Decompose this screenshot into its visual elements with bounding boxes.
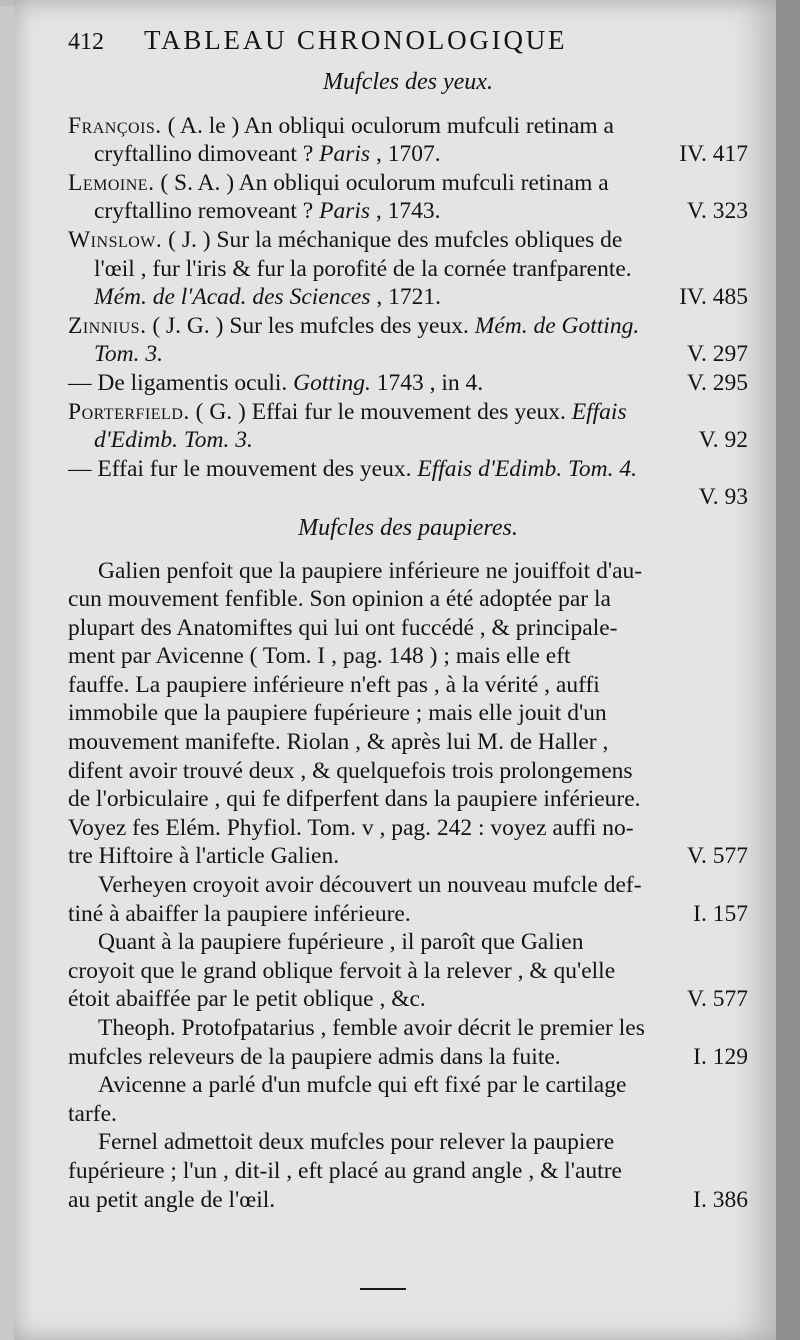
italic-citation: Tom. 3.	[94, 341, 164, 368]
italic-citation: Mém. de Gotting.	[474, 312, 640, 339]
page-content	[68, 26, 748, 1214]
line-text: au petit angle de l'œil.	[68, 1186, 276, 1213]
line-text: mufcles releveurs de la paupiere admis dans la fuite.	[68, 1043, 561, 1070]
volume-reference: V. 295	[687, 369, 748, 396]
citation-tail: , 1721.	[370, 284, 441, 311]
paragraph-line	[68, 1043, 748, 1072]
paragraph	[68, 557, 748, 872]
entry-text	[94, 255, 632, 284]
italic-citation: Gotting.	[293, 369, 371, 396]
paragraph-line	[68, 814, 748, 843]
eyelid-muscles-paragraphs	[68, 557, 748, 1215]
line-text: Galien penfoit que la paupiere inférieure ne jouiffoit d'au-	[98, 557, 643, 584]
entry-text	[94, 340, 163, 369]
paragraph-line	[68, 642, 748, 671]
bibliography-entry	[68, 398, 748, 455]
italic-citation: Mém. de l'Acad. des Sciences	[94, 284, 371, 311]
bibliography-entry	[68, 169, 748, 226]
entry-text	[68, 169, 609, 198]
line-text: Quant à la paupiere fupérieure , il paroît que Galien	[98, 929, 584, 956]
author-name: Zinnius.	[68, 312, 147, 339]
entry-line	[68, 283, 748, 312]
paragraph	[68, 871, 748, 928]
paragraph-line	[68, 871, 748, 900]
paragraph	[68, 1128, 748, 1214]
italic-citation: Paris	[319, 141, 371, 168]
citation-text: De ligamentis oculi.	[97, 369, 294, 396]
author-name: Winslow.	[68, 226, 163, 253]
eye-muscles-entries	[68, 112, 748, 512]
entry-text	[68, 112, 614, 141]
page-number: 412	[68, 29, 104, 55]
entry-text	[68, 312, 639, 341]
paragraph	[68, 1071, 748, 1128]
entry-text	[94, 283, 441, 312]
paragraph-line	[68, 728, 748, 757]
entry-text	[94, 197, 441, 226]
paragraph-line	[68, 557, 748, 586]
volume-reference: V. 297	[687, 341, 748, 368]
line-text: Theoph. Protofpatarius , femble avoir décrit le premier les	[98, 1015, 645, 1041]
volume-reference: V. 323	[687, 198, 748, 225]
paragraph	[68, 928, 748, 1014]
paragraph-line	[68, 757, 748, 786]
entry-line	[68, 169, 748, 198]
citation-text: Effai fur le mouvement des yeux.	[97, 455, 418, 482]
author-name: Lemoine.	[68, 169, 155, 196]
line-text: de l'orbiculaire , qui fe difperfent dans la paupiere inférieure.	[68, 786, 641, 813]
volume-reference: V. 93	[698, 484, 748, 511]
line-text: immobile que la paupiere fupérieure ; mais elle jouit d'un	[68, 700, 607, 727]
paragraph-line	[68, 957, 748, 986]
volume-reference: V. 92	[698, 427, 748, 454]
paragraph-line	[68, 1157, 748, 1186]
section-heading-eyelid-muscles: Mufcles des paupieres.	[298, 514, 518, 541]
entry-line	[68, 398, 748, 427]
paragraph	[68, 1014, 748, 1071]
section-heading-eye-muscles: Mufcles des yeux.	[323, 69, 493, 95]
paragraph-line	[68, 1014, 748, 1043]
citation-text: l'œil , fur l'iris & fur la porofité de la cornée tranfparente.	[94, 255, 632, 282]
entry-line	[68, 197, 748, 226]
entry-line	[68, 483, 748, 512]
running-header	[68, 26, 748, 68]
bibliography-entry	[68, 226, 748, 312]
running-title: TABLEAU CHRONOLOGIQUE	[144, 25, 568, 55]
citation-text: ( J. ) Sur la méchanique des mufcles obliques de	[162, 226, 623, 253]
paragraph-line	[68, 585, 748, 614]
paragraph-line	[68, 928, 748, 957]
paragraph-line	[68, 1186, 748, 1215]
entry-line	[68, 455, 748, 484]
bibliography-entry	[68, 369, 748, 398]
line-text: tiné à abaiffer la paupiere inférieure.	[68, 900, 411, 927]
bibliography-entry	[68, 312, 748, 369]
paragraph-line	[68, 1100, 748, 1129]
ditto-dash: —	[68, 455, 98, 482]
paragraph-line	[68, 614, 748, 643]
line-text: Verheyen croyoit avoir découvert un nouveau mufcle def-	[98, 872, 642, 899]
entry-line	[68, 369, 748, 398]
paragraph-line	[68, 900, 748, 929]
bibliography-entry	[68, 112, 748, 169]
line-text: Avicenne a parlé d'un mufcle qui eft fixé par le cartilage	[98, 1072, 627, 1099]
paragraph-line	[68, 1071, 748, 1100]
volume-reference: IV. 485	[679, 284, 748, 311]
line-text: plupart des Anatomiftes qui lui ont fuccédé , & principale-	[68, 614, 618, 641]
volume-reference: IV. 417	[679, 141, 748, 168]
entry-line	[68, 255, 748, 284]
line-text: tarfe.	[68, 1100, 117, 1127]
entry-text	[68, 369, 483, 398]
citation-text: ( J. G. ) Sur les mufcles des yeux.	[146, 312, 475, 339]
line-text: étoit abaiffée par le petit oblique , &c.	[68, 986, 426, 1013]
line-text: fupérieure ; l'un , dit-il , eft placé au grand angle , & l'autre	[68, 1157, 622, 1184]
ditto-dash: —	[68, 369, 98, 396]
volume-reference: I. 386	[693, 1186, 748, 1213]
bibliography-entry	[68, 455, 748, 512]
citation-text: cryftallino dimoveant ?	[94, 141, 320, 168]
entry-text	[68, 226, 622, 255]
author-name: François.	[68, 112, 162, 139]
entry-line	[68, 112, 748, 141]
citation-tail: 1743 , in 4.	[370, 369, 484, 396]
line-text: tre Hiftoire à l'article Galien.	[68, 843, 340, 870]
line-text: fauffe. La paupiere inférieure n'eft pas , à la vérité , auffi	[68, 671, 600, 698]
paragraph-line	[68, 985, 748, 1014]
citation-tail: , 1707.	[370, 141, 441, 168]
entry-line	[68, 140, 748, 169]
volume-reference: V. 577	[687, 986, 748, 1013]
page-gutter-shadow	[776, 0, 800, 1340]
italic-citation: Effais d'Edimb. Tom. 4.	[417, 455, 637, 482]
volume-reference: I. 157	[693, 900, 748, 927]
line-text: Voyez fes Elém. Phyfiol. Tom. v , pag. 242 : voyez auffi no-	[68, 814, 634, 841]
citation-text: ( S. A. ) An obliqui oculorum mufculi retinam a	[154, 169, 609, 196]
italic-citation: Paris	[319, 198, 371, 225]
entry-text	[94, 140, 441, 169]
entry-line	[68, 226, 748, 255]
volume-reference: I. 129	[693, 1043, 748, 1070]
footer-rule	[360, 1288, 406, 1290]
entry-text	[68, 455, 637, 484]
paragraph-line	[68, 1128, 748, 1157]
line-text: cun mouvement fenfible. Son opinion a été adoptée par la	[68, 586, 611, 613]
line-text: ment par Avicenne ( Tom. I , pag. 148 ) ; mais elle eft	[68, 643, 571, 670]
line-text: croyoit que le grand oblique fervoit à la relever , & qu'elle	[68, 957, 616, 984]
citation-text: ( G. ) Effai fur le mouvement des yeux.	[189, 398, 572, 425]
paragraph-line	[68, 699, 748, 728]
italic-citation: Effais	[571, 398, 627, 425]
line-text: difent avoir trouvé deux , & quelquefois trois prolongemens	[68, 757, 633, 784]
line-text: Fernel admettoit deux mufcles pour relever la paupiere	[98, 1129, 615, 1156]
line-text: mouvement manifefte. Riolan , & après lui M. de Haller ,	[68, 729, 609, 756]
entry-line	[68, 312, 748, 341]
entry-text	[68, 398, 627, 427]
italic-citation: d'Edimb. Tom. 3.	[94, 427, 253, 454]
paragraph-line	[68, 671, 748, 700]
paragraph-line	[68, 842, 748, 871]
entry-line	[68, 340, 748, 369]
volume-reference: V. 577	[687, 843, 748, 870]
citation-text: ( A. le ) An obliqui oculorum mufculi retinam a	[161, 112, 614, 139]
citation-tail: , 1743.	[370, 198, 441, 225]
paragraph-line	[68, 785, 748, 814]
entry-text	[94, 426, 253, 455]
entry-line	[68, 426, 748, 455]
citation-text: cryftallino removeant ?	[94, 198, 320, 225]
author-name: Porterfield.	[68, 398, 190, 425]
